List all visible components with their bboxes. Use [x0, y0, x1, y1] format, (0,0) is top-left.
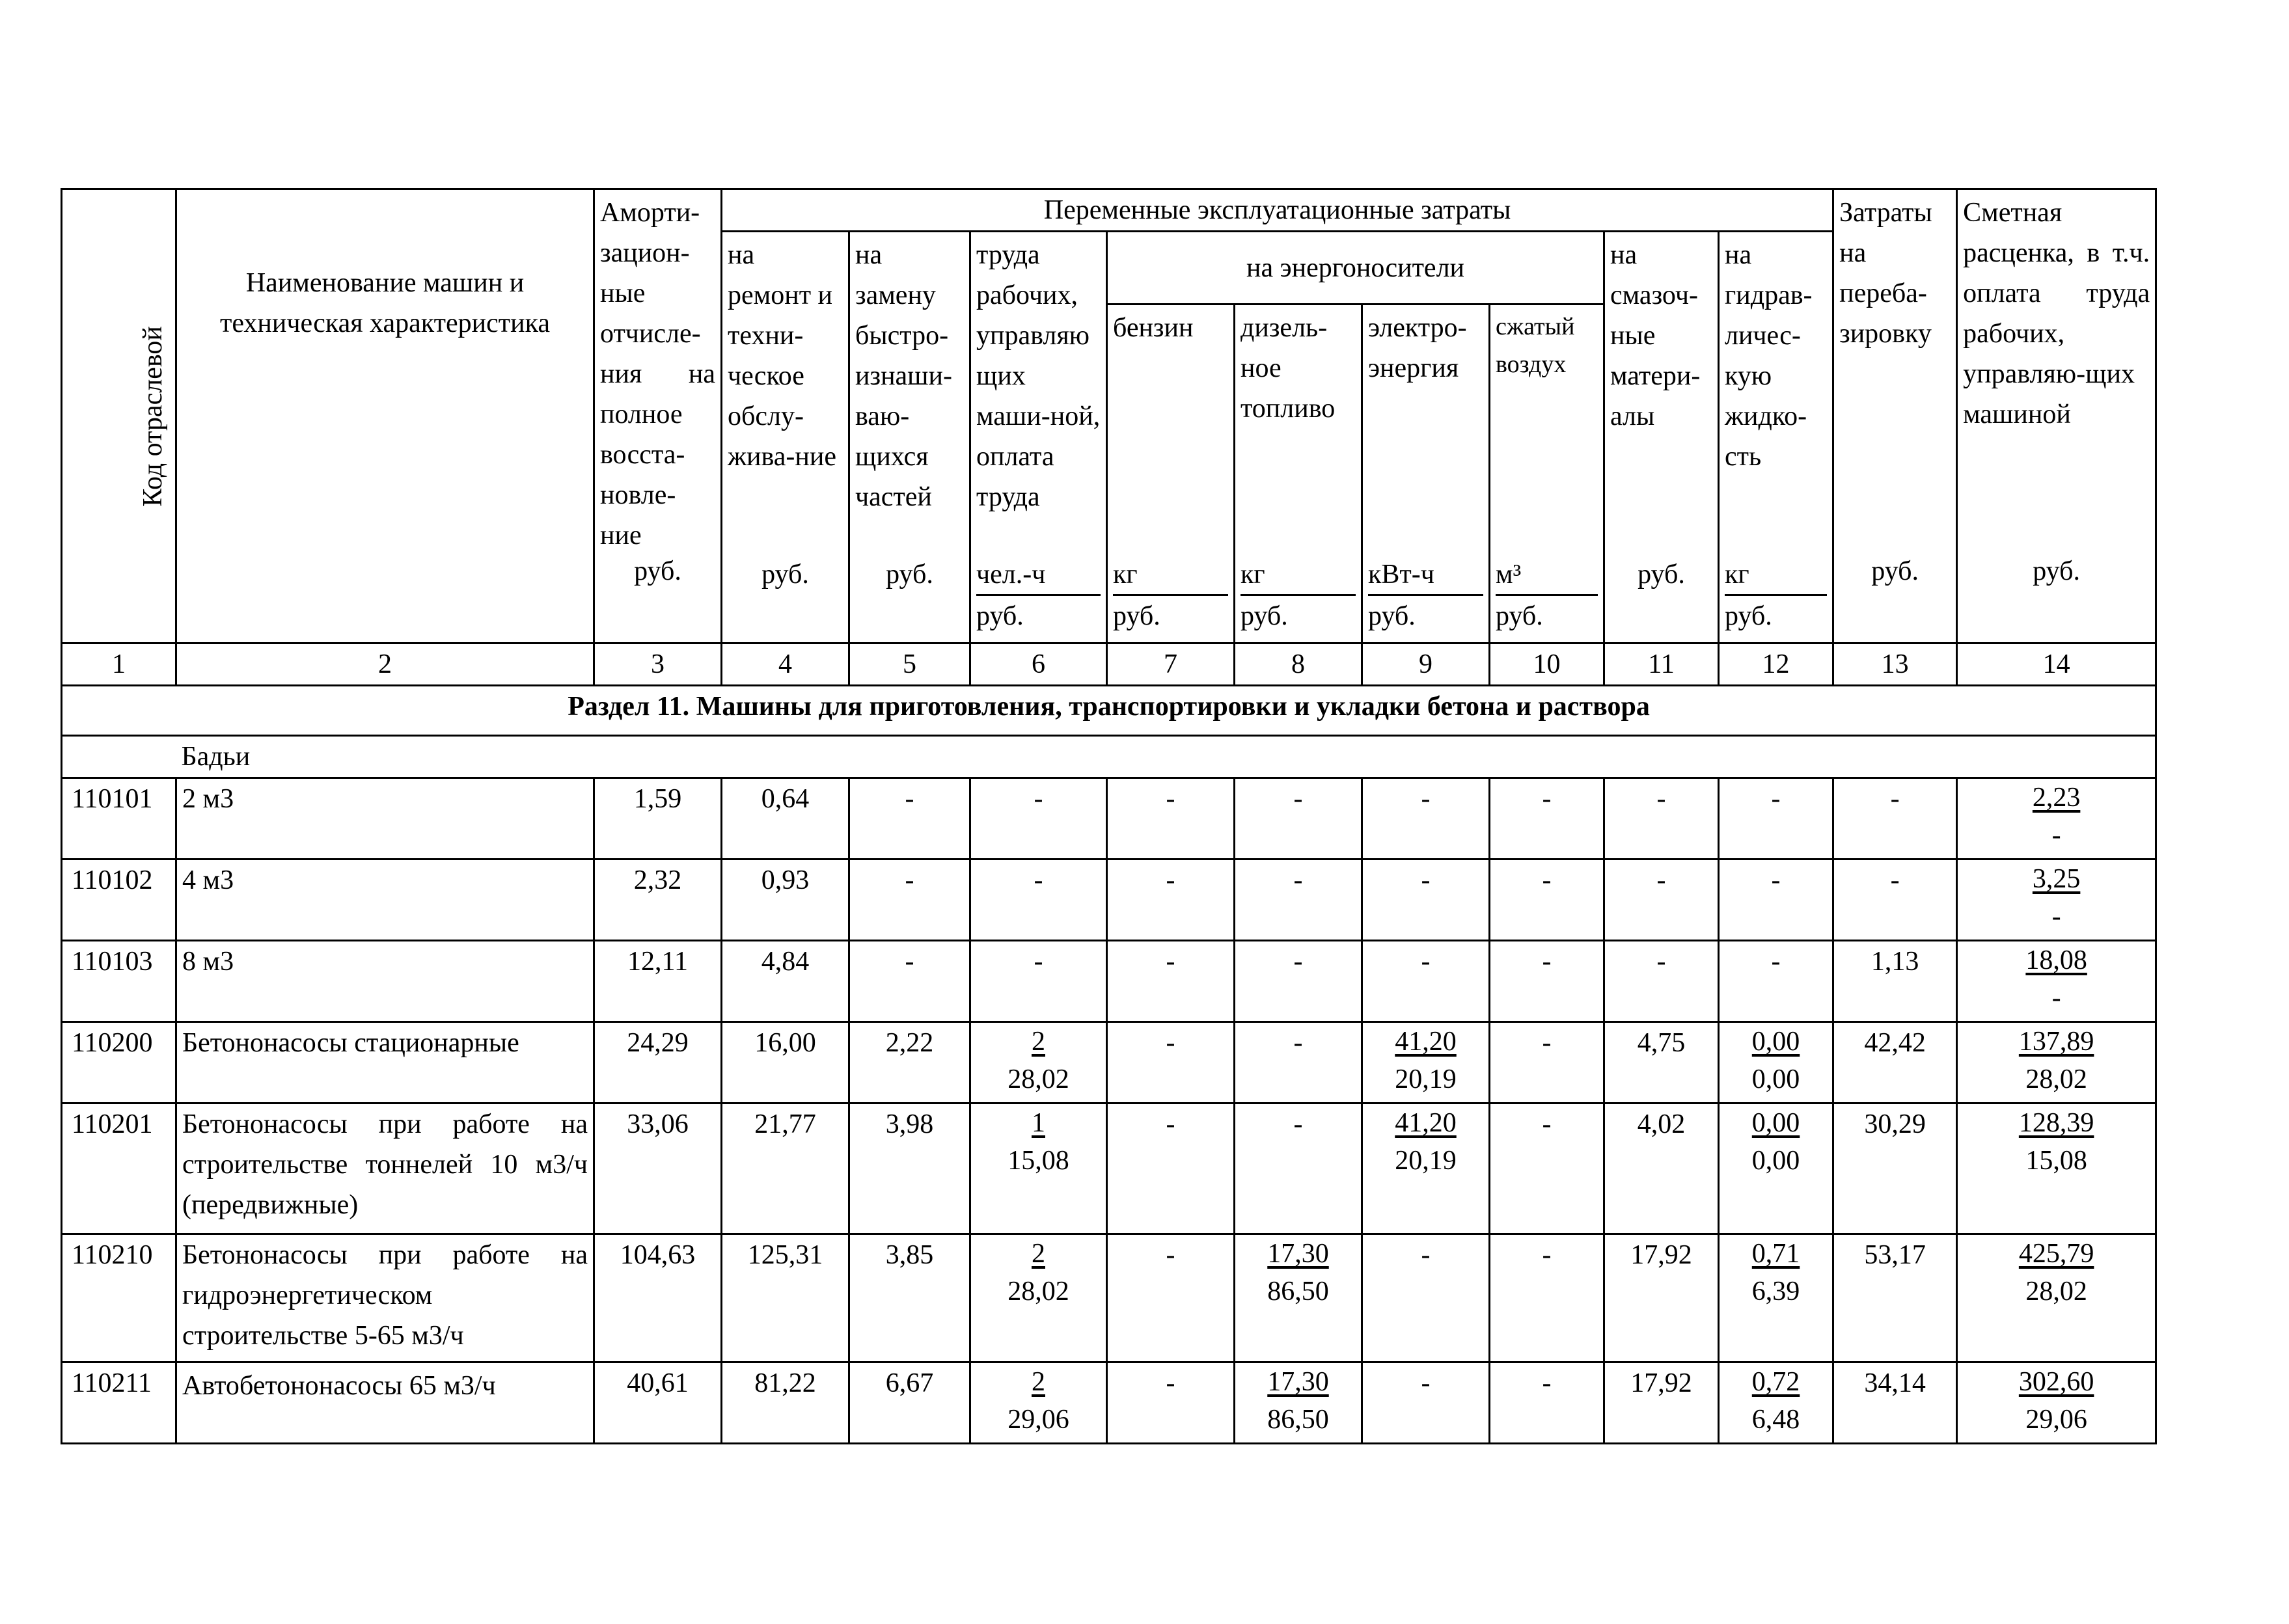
header-repair: на ремонт и техни-ческое обслу-жива-ние руб. — [722, 232, 849, 643]
column-number-row: 1 2 3 4 5 6 7 8 9 10 11 12 13 14 — [62, 643, 2156, 686]
header-air: сжатый воздух м³ руб. — [1490, 304, 1604, 643]
table-row: 110210 Бетононасосы при работе на гидроэнергетическом строительстве 5-65 м3/ч 104,63 125,31 3,85 $\frac{2}{28,02}$ - $\frac{17,30}{86,50}$ - - 17,92 $\frac{0,71}{6,39}$ 53,17 $\frac{425,79}{28,02}$ — [62, 1234, 2156, 1362]
header-estimate: Сметная расценка, в т.ч. оплата труда рабочих, управляю-щих машиной руб. — [1957, 189, 2156, 643]
table-row: 110101 2 м3 1,59 0,64 - - - - - - - - - $\frac{2,23}{-}$ — [62, 778, 2156, 859]
header-petrol: бензин кг руб. — [1107, 304, 1235, 643]
header-amort: Аморти-зацион-ные отчисле-ния на полное восста-новле-ние руб. — [594, 189, 722, 643]
header-replace: на замену быстро-изнаши-ваю-щихся частей руб. — [849, 232, 970, 643]
header-relocation: Затраты на переба-зировку руб. — [1833, 189, 1957, 643]
section-title: Раздел 11. Машины для приготовления, транспортировки и укладки бетона и раствора — [62, 686, 2156, 736]
estimate-table-sheet — [61, 188, 2155, 1444]
header-energy: на энергоносители — [1107, 232, 1604, 304]
header-diesel: дизель-ное топливо кг руб. — [1235, 304, 1362, 643]
group-title: Бадьи — [176, 736, 2156, 778]
table-row: 110102 4 м3 2,32 0,93 - - - - - - - - - $\frac{3,25}{-}$ — [62, 859, 2156, 941]
table-row: 110200 Бетононасосы стационарные 24,29 16,00 2,22 $\frac{2}{28,02}$ - - $\frac{41,20}{20,19}$ - 4,75 $\frac{0,00}{0,00}$ 42,42 $\frac{137,89}{28,02}$ — [62, 1022, 2156, 1103]
header-variable-costs: Переменные эксплуатационные затраты — [722, 189, 1833, 232]
header-labor: труда рабочих, управляю щих маши-ной, оплата труда чел.-ч руб. — [970, 232, 1107, 643]
machine-cost-table — [61, 188, 2157, 1444]
table-row: 110103 8 м3 12,11 4,84 - - - - - - - - 1,13 $\frac{18,08}{-}$ — [62, 941, 2156, 1022]
header-electric: электро-энергия кВт-ч руб. — [1362, 304, 1490, 643]
header-name: Наименование машин и техническая характеристика — [176, 189, 594, 643]
table-row: 110211 Автобетононасосы 65 м3/ч 40,61 81,22 6,67 $\frac{2}{29,06}$ - $\frac{17,30}{86,50}$ - - 17,92 $\frac{0,72}{6,48}$ 34,14 $\frac{302,60}{29,06}$ — [62, 1362, 2156, 1444]
header-lubric: на смазоч-ные матери-алы руб. — [1604, 232, 1719, 643]
header-hydraulic: на гидрав-личес-кую жидко-сть кг руб. — [1719, 232, 1833, 643]
header-code: Код отраслевой — [62, 189, 176, 643]
table-row: 110201 Бетононасосы при работе на строительстве тоннелей 10 м3/ч (передвижные) 33,06 21,77 3,98 $\frac{1}{15,08}$ - - $\frac{41,20}{20,19}$ - 4,02 $\frac{0,00}{0,00}$ 30,29 $\frac{128,39}{15,08}$ — [62, 1103, 2156, 1234]
